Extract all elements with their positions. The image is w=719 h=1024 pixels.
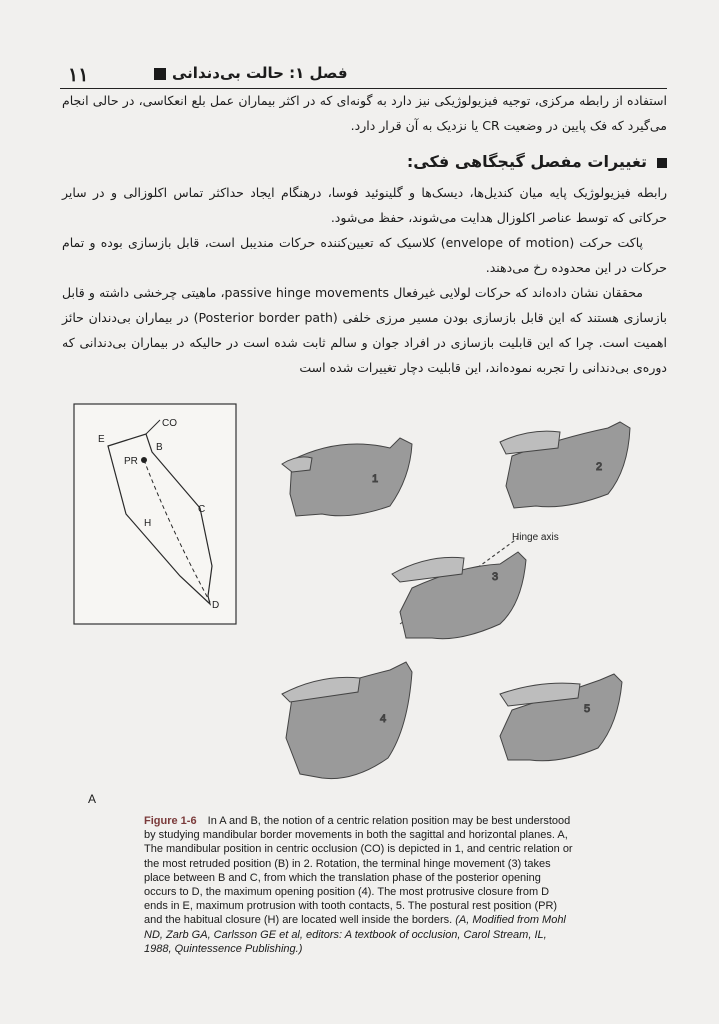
figure-illustration: [60, 398, 660, 808]
paragraph-2: رابطه فیزیولوژیک پایه میان کندیل‌ها، دیسک‌ها و گلینوئید فوسا، درهنگام ایجاد حداکثر تماس اکلوزالی و در سایر حرکاتی که توسط عناصر اکلوزال هدایت می‌شوند، حفظ می‌شود.: [62, 185, 667, 225]
caption-text: In A and B, the notion of a centric relation position may be best understood by studying mandibular border movements in both the sagittal and horizontal planes. A, The mandibular position in centric occlusion (CO) is depicted in 1, and centric relation or the most retruded position (B) in 2. Rotation, the terminal hinge movement (3) takes place between B and C, from which the translation phase of the posterior opening occurs to D, the maximum opening position (4). The most protrusive closure from D ends in E, maximum protrusion with tooth contacts, 5. The postural rest position (PR) and the habitual closure (H) are located well inside the borders.: [144, 815, 573, 927]
label-h: H: [144, 518, 152, 529]
page-number: ۱۱: [68, 64, 89, 86]
label-co: CO: [162, 418, 177, 429]
header-square-icon: [154, 68, 166, 80]
caption-figure-tag: Figure 1-6: [144, 815, 197, 827]
paragraph-1: استفاده از رابطه مرکزی، توجیه فیزیولوژیکی نیز دارد به گونه‌ای که در اکثر بیماران عمل بلع انعکاسی، در حالی انجام می‌گیرد که فک پایین در وضعیت CR یا نزدیک به آن قرار دارد.: [62, 93, 667, 133]
envelope-of-motion-diagram: [74, 404, 236, 624]
caption-reference: (A, Modified from Mohl ND, Zarb GA, Carlsson GE et al, editors: A textbook of occlusion, Carol Stream, IL, 1988, Quintessence Publishing.): [144, 914, 566, 955]
paragraph-3: پاکت حرکت (envelope of motion) کلاسیک که تعیین‌کننده حرکات مندیبل است، قابل بازسازی بوده و تمام حرکات در این محدوده رخ می‌دهند.: [62, 235, 667, 275]
section-heading: [407, 152, 667, 171]
bullet-square-icon: [657, 158, 667, 168]
mandible-position-4: [282, 662, 412, 779]
position-label-2: 2: [596, 461, 603, 473]
panel-a-label: A: [88, 792, 97, 806]
chapter-title: فصل ۱: حالت بی‌دندانی: [172, 64, 348, 82]
hinge-axis-label: Hinge axis: [512, 532, 559, 543]
position-label-5: 5: [584, 703, 591, 715]
mandible-position-2: [500, 422, 630, 508]
label-e: E: [98, 434, 105, 445]
mandible-position-3: [392, 552, 526, 639]
position-label-1: 1: [372, 473, 379, 485]
label-b: B: [156, 442, 163, 453]
section-heading-text: تغییرات مفصل گیجگاهی فکی:: [406, 152, 647, 171]
figure-1-6: [60, 398, 660, 808]
label-pr: PR: [124, 456, 138, 467]
position-label-4: 4: [380, 713, 387, 725]
mandible-position-1: [282, 438, 412, 516]
position-label-3: 3: [492, 571, 499, 583]
mandible-position-5: [500, 674, 622, 761]
running-header: [60, 52, 667, 89]
figure-caption: [144, 814, 576, 956]
label-d: D: [212, 600, 220, 611]
paragraph-4: محققان نشان داده‌اند که حرکات لولایی غیرفعال passive hinge movements، ماهیتی چرخشی داشته و قابل بازسازی هستند که این قابل بازسازی بودن مسیر مرزی خلفی (Posterior border path) در بیماران بی‌دندان حائز اهمیت است. چرا که این قابلیت بازسازی در افراد جوان و سالم ثابت شده است در حالیکه در بیماران بی‌دندانی که دوره‌ی بی‌دندانی را تجربه نموده‌اند، این قابلیت دچار تغییرات شده است: [62, 285, 667, 375]
label-c: C: [198, 504, 206, 515]
